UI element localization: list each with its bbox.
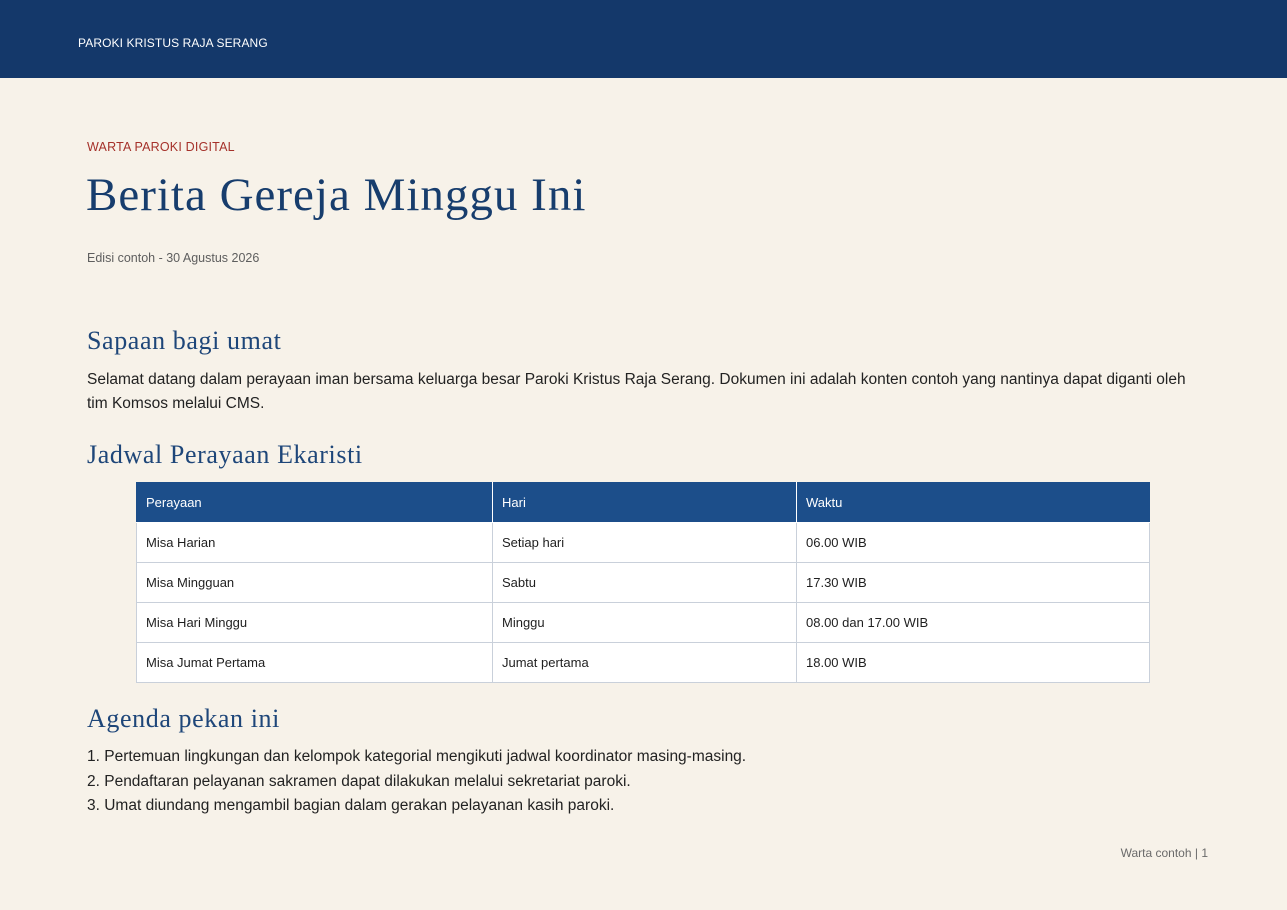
site-name[interactable]: PAROKI KRISTUS RAJA SERANG [78, 36, 268, 50]
agenda-list [87, 745, 746, 819]
page-footer-note: Warta contoh | 1 [1120, 846, 1208, 860]
table-cell: 06.00 WIB [797, 523, 1150, 563]
table-row [137, 523, 1150, 563]
table-cell: Jumat pertama [493, 643, 797, 683]
table-cell: Setiap hari [493, 523, 797, 563]
table-row [137, 603, 1150, 643]
edition-date: Edisi contoh - 30 Agustus 2026 [87, 251, 260, 265]
table-cell: Misa Hari Minggu [137, 603, 493, 643]
column-header-perayaan: Perayaan [137, 483, 493, 523]
list-item: 1. Pertemuan lingkungan dan kelompok kategorial mengikuti jadwal koordinator masing-masing. [87, 748, 747, 765]
page-title: Berita Gereja Minggu Ini [86, 169, 587, 221]
list-item: 2. Pendaftaran pelayanan sakramen dapat dilakukan melalui sekretariat paroki. [87, 772, 631, 790]
table-row [137, 643, 1150, 683]
table-cell: Minggu [493, 603, 797, 643]
table-cell: Misa Mingguan [137, 563, 493, 603]
column-header-hari: Hari [493, 483, 797, 523]
table-cell: Sabtu [493, 563, 797, 603]
schedule-table [136, 482, 1150, 683]
top-bar [0, 0, 1287, 78]
table-cell: Misa Jumat Pertama [137, 643, 493, 683]
table-cell: Misa Harian [137, 523, 493, 563]
kicker-label: WARTA PAROKI DIGITAL [87, 140, 235, 154]
table-header-row [137, 483, 1150, 523]
table-cell: 08.00 dan 17.00 WIB [797, 603, 1150, 643]
table-cell: 17.30 WIB [797, 563, 1150, 603]
greeting-heading: Sapaan bagi umat [87, 326, 282, 355]
schedule-heading: Jadwal Perayaan Ekaristi [87, 440, 363, 469]
list-item: 3. Umat diundang mengambil bagian dalam gerakan pelayanan kasih paroki. [87, 797, 615, 814]
greeting-text: Selamat datang dalam perayaan iman bersama keluarga besar Paroki Kristus Raja Serang. Dokumen ini adalah konten contoh yang nantinya dapat diganti oleh tim Komsos melalui CMS. [87, 371, 1186, 412]
column-header-waktu: Waktu [797, 483, 1150, 523]
agenda-heading: Agenda pekan ini [87, 704, 280, 733]
table-row [137, 563, 1150, 603]
table-cell: 18.00 WIB [797, 643, 1150, 683]
